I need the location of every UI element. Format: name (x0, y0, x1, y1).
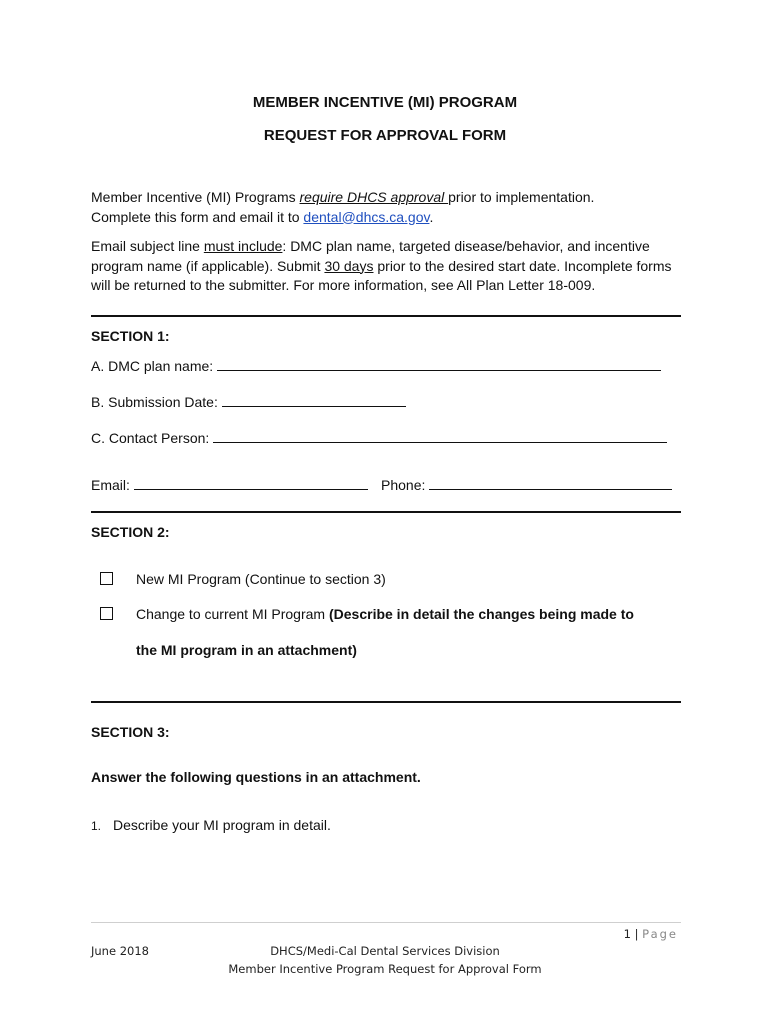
plan-name-blank[interactable] (217, 357, 661, 371)
change-program-instruction: (Describe in detail the changes being made to (328, 606, 634, 622)
page-number-separator: | (630, 927, 643, 941)
email-blank[interactable] (134, 476, 368, 490)
email-field[interactable] (91, 476, 368, 493)
intro-emphasis: require DHCS approval (299, 189, 449, 205)
submission-date-label: B. Submission Date: (91, 394, 218, 410)
section-1-heading: SECTION 1: (91, 328, 170, 344)
intro-text: prior to the desired start date. Incomplete forms will be returned to the submitter. For more information, see All Plan Letter 18-009. (91, 257, 672, 293)
intro-text: Member Incentive (MI) Programs (91, 189, 300, 205)
question-1-text: Describe your MI program in detail. (113, 817, 331, 833)
intro-text: Complete this form and email it to (91, 208, 304, 225)
intro-paragraph-1 (91, 188, 681, 227)
page-number-value: 1 (623, 927, 631, 941)
phone-field[interactable] (381, 476, 672, 493)
section-3-heading: SECTION 3: (91, 724, 170, 740)
intro-paragraph-2 (91, 237, 681, 296)
section-2-heading: SECTION 2: (91, 524, 170, 540)
change-program-instruction-continued: the MI program in an attachment) (136, 642, 357, 658)
plan-name-field[interactable] (91, 357, 661, 374)
form-title-line-2: REQUEST FOR APPROVAL FORM (263, 127, 507, 144)
page-number (624, 927, 678, 941)
intro-text: . (429, 208, 434, 225)
section-3-instruction: Answer the following questions in an attachment. (91, 769, 421, 785)
plan-name-label: A. DMC plan name: (91, 358, 214, 374)
section-divider (91, 701, 681, 703)
question-1-number: 1. (91, 819, 102, 833)
section-divider (91, 315, 681, 317)
footer-org-line-2: Member Incentive Program Request for Approval Form (228, 962, 542, 976)
section-divider (91, 511, 681, 513)
footer-divider (91, 922, 681, 923)
email-label: Email: (91, 477, 130, 493)
form-title-line-1: MEMBER INCENTIVE (MI) PROGRAM (252, 94, 518, 111)
phone-blank[interactable] (429, 476, 672, 490)
page-label: Page (642, 927, 678, 941)
contact-person-field[interactable] (91, 429, 667, 446)
intro-text: : DMC plan name, targeted disease/behavior, and incentive program name (if applicable). Submit (91, 238, 650, 274)
new-program-checkbox[interactable] (100, 572, 113, 585)
submission-date-blank[interactable] (222, 393, 406, 407)
contact-person-blank[interactable] (213, 429, 667, 443)
intro-emphasis: must include (203, 238, 283, 254)
intro-text: prior to implementation. (448, 189, 595, 205)
change-program-text: Change to current MI Program (136, 606, 329, 622)
change-program-option-label (136, 606, 634, 622)
new-program-option-label: New MI Program (Continue to section 3) (136, 571, 386, 587)
question-1 (91, 817, 331, 833)
intro-emphasis: 30 days (324, 257, 374, 274)
footer-org-line-1: DHCS/Medi-Cal Dental Services Division (270, 944, 500, 958)
contact-person-label: C. Contact Person: (91, 430, 210, 446)
phone-label: Phone: (381, 477, 426, 493)
change-program-checkbox[interactable] (100, 607, 113, 620)
footer-date: June 2018 (91, 944, 149, 958)
intro-text: Email subject line (91, 238, 204, 254)
email-link[interactable]: dental@dhcs.ca.gov (303, 208, 430, 225)
submission-date-field[interactable] (91, 393, 406, 410)
